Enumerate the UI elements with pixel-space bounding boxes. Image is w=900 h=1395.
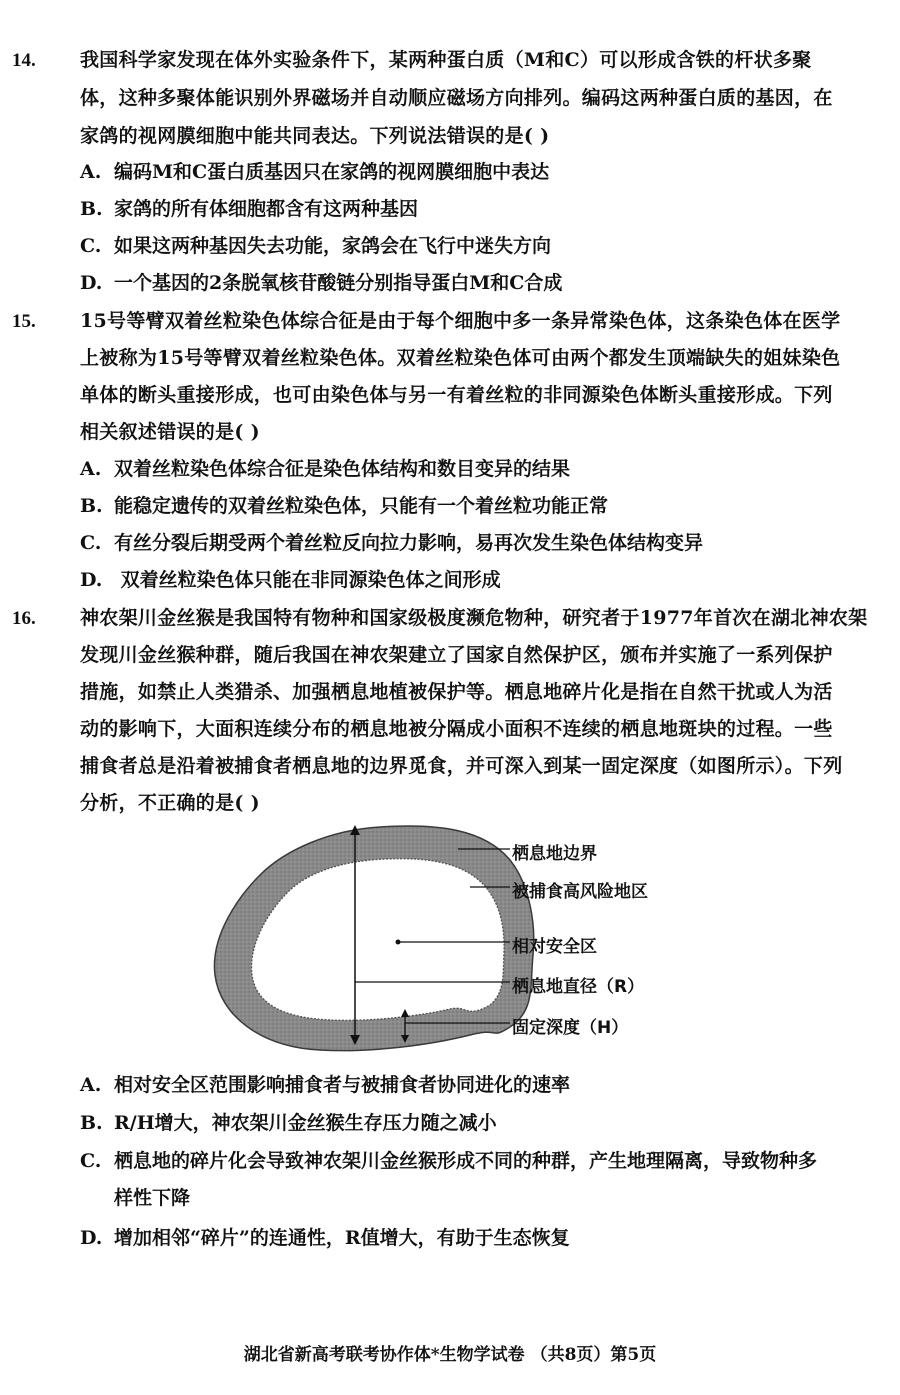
option-text: 双着丝粒染色体综合征是染色体结构和数目变异的结果 [114, 458, 571, 480]
question-stem-line: 相关叙述错误的是( ) [80, 421, 260, 443]
option-text: 如果这两种基因失去功能，家鸽会在飞行中迷失方向 [114, 235, 552, 257]
option-text: 样性下降 [114, 1187, 191, 1209]
option-b[interactable] [80, 1113, 875, 1133]
option-label: C. [80, 235, 102, 257]
option-label: B. [80, 1112, 103, 1134]
option-text: 有丝分裂后期受两个着丝粒反向拉力影响，易再次发生染色体结构变异 [114, 532, 704, 554]
option-label: C. [80, 1150, 102, 1172]
option-text: 双着丝粒染色体只能在非同源染色体之间形成 [114, 569, 501, 591]
question-stem-line: 单体的断头重接形成，也可由染色体与另一有着丝粒的非同源染色体断头重接形成。下列 [80, 384, 833, 406]
question-stem-line: 15号等臂双着丝粒染色体综合征是由于每个细胞中多一条异常染色体，这条染色体在医学 [80, 310, 841, 332]
option-a[interactable] [80, 162, 875, 182]
question-stem-line: 发现川金丝猴种群，随后我国在神农架建立了国家自然保护区，颁布并实施了一系列保护 [80, 644, 833, 666]
question-stem-line: 体，这种多聚体能识别外界磁场并自动顺应磁场方向排列。编码这两种蛋白质的基因，在 [80, 87, 833, 109]
option-text: 栖息地的碎片化会导致神农架川金丝猴形成不同的种群，产生地理隔离，导致物种多 [114, 1150, 818, 1172]
habitat-diagram [200, 815, 680, 1065]
option-label: A. [80, 458, 102, 480]
option-label: C. [80, 532, 102, 554]
option-text: 能稳定遗传的双着丝粒染色体，只能有一个着丝粒功能正常 [114, 495, 609, 517]
label-depth: 固定深度（H） [512, 1018, 629, 1038]
option-c[interactable] [80, 1151, 875, 1171]
question-stem-line: 我国科学家发现在体外实验条件下，某两种蛋白质（M和C）可以形成含铁的杆状多聚 [80, 49, 812, 71]
label-diameter: 栖息地直径（R） [512, 977, 645, 997]
option-text: R/H增大，神农架川金丝猴生存压力随之减小 [114, 1112, 497, 1134]
option-text: 家鸽的所有体细胞都含有这两种基因 [114, 198, 419, 220]
option-c[interactable] [80, 533, 875, 553]
question-stem-line: 捕食者总是沿着被捕食者栖息地的边界觅食，并可深入到某一固定深度（如图所示）。下列 [80, 755, 843, 777]
option-label: A. [80, 161, 102, 183]
question-number: 16. [12, 608, 36, 629]
label-safe-zone: 相对安全区 [512, 937, 597, 957]
question-stem-line: 上被称为15号等臂双着丝粒染色体。双着丝粒染色体可由两个都发生顶端缺失的姐妹染色 [80, 347, 841, 369]
page-footer: 湖北省新高考联考协作体*生物学试卷 （共8页）第5页 [243, 1345, 657, 1365]
option-label: B. [80, 198, 103, 220]
option-text: 编码M和C蛋白质基因只在家鸽的视网膜细胞中表达 [114, 161, 550, 183]
option-c-continued [80, 1188, 875, 1208]
question-stem-line: 家鸽的视网膜细胞中能共同表达。下列说法错误的是( ) [80, 125, 550, 147]
question-number: 15. [12, 311, 36, 332]
question-stem-line: 分析，不正确的是( ) [80, 792, 260, 814]
option-b[interactable] [80, 496, 875, 516]
option-label: A. [80, 1074, 102, 1096]
option-label: B. [80, 495, 103, 517]
option-label: D. [80, 272, 103, 294]
option-label: D. [80, 569, 103, 591]
question-stem-line: 动的影响下，大面积连续分布的栖息地被分隔成小面积不连续的栖息地斑块的过程。一些 [80, 718, 833, 740]
question-stem-line: 措施，如禁止人类猎杀、加强栖息地植被保护等。栖息地碎片化是指在自然干扰或人为活 [80, 681, 833, 703]
option-text: 增加相邻“碎片”的连通性，R值增大，有助于生态恢复 [114, 1227, 570, 1249]
option-text: 一个基因的2条脱氧核苷酸链分别指导蛋白M和C合成 [114, 272, 563, 294]
question-stem-line: 神农架川金丝猴是我国特有物种和国家级极度濒危物种，研究者于1977年首次在湖北神农架 [80, 607, 868, 629]
option-a[interactable] [80, 1075, 875, 1095]
option-a[interactable] [80, 459, 875, 479]
option-d[interactable] [80, 1228, 875, 1248]
option-c[interactable] [80, 236, 875, 256]
label-high-risk: 被捕食高风险地区 [512, 882, 648, 902]
option-label: D. [80, 1227, 103, 1249]
option-b[interactable] [80, 199, 875, 219]
option-text: 相对安全区范围影响捕食者与被捕食者协同进化的速率 [114, 1074, 571, 1096]
question-number: 14. [12, 50, 36, 71]
option-d[interactable] [80, 273, 875, 293]
label-boundary: 栖息地边界 [512, 844, 597, 864]
option-d[interactable] [80, 570, 875, 590]
